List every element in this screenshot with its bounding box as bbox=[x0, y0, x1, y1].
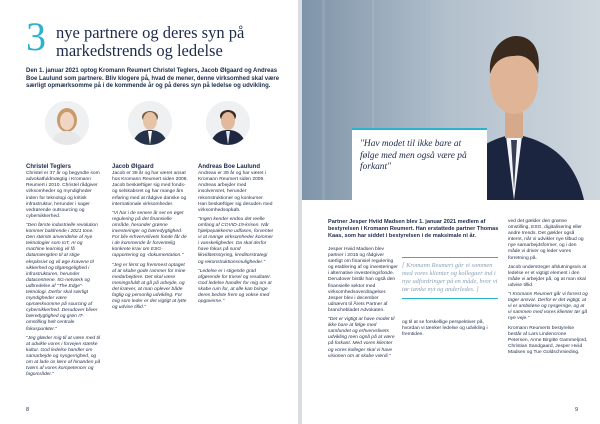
intro-text: Den 1. januar 2021 optog Kromann Reumert Christel Teglers, Jacob Ølgaard og Andreas Boe Laulund som partnere. Bliv klogere på, hvad de mener, denne virksomhed skal være særligt opmærksomme på i de kommende år og på deres syn på ledelse og udvikling. bbox=[26, 68, 280, 90]
featured-quote bbox=[352, 128, 487, 204]
body-quote: "I Kromann Reumert går vi forrest og tager ansvar. Derfor er det vigtigt, at vi er ambitiøse og nysgerrige, og at vi sammen med vores klienter tør gå nye veje." bbox=[508, 292, 588, 322]
featured-quote-text: "Hav modet til ikke bare at følge med men også være på forkant" bbox=[360, 139, 467, 172]
partner-quote: "Jeg er først og fremmest optaget af at skabe gode rammer for mine medarbejdere. Det skal være meningsfuldt at gå på arbejde, og det kræver, at man oplever både faglig og personlig udvikling. For mig som leder er det vigtigt at lytte og udvise tillid." bbox=[112, 262, 187, 311]
partner-bio: Christel er 37 år og begyndte som advokatfuldmægtig i Kromann Reumert i 2010. Christel rådgiver virksomheder og myndigheder inden for teknologi og kritisk infrastruktur, herunder i sager vedrørende outsourcing og cybersikkerhed. bbox=[26, 171, 100, 219]
partner-quote: "Vi har i de senere år set en øget regulering på det finansielle område, herunder grønne investeringer og bæredygtighed. For bliv erhvervslivets fonde får de i de kommende år forventelig konkrete krav om ESG-rapportering og -dokumentation." bbox=[112, 210, 187, 259]
pull-quote-text: [ Kromann Reumert går vi sammen med vores klienter og kollegaer ind i nye udfordringer på en måde, hvor vi tør tænke nyt og anderledes. ] bbox=[402, 262, 498, 293]
portrait-andreas-boe-laulund bbox=[206, 101, 250, 145]
body-quote: "Det er vigtigt at have modet til ikke bare at følge med samfundet og erhvervslivets udvikling men også på at være på forkant. Med vores klienter og vores kolleger skal vi have visionen om at skabe værdi." bbox=[328, 317, 395, 359]
page-title: nye partnere og deres syn på markedstrends og ledelse bbox=[56, 23, 245, 60]
partner-column-andreas bbox=[198, 164, 274, 308]
right-page bbox=[302, 0, 600, 424]
body-paragraph: Kromann Reumerts bestyrelse består af Lars Lindencrone Petersen, Anne Birgitte Gammeljord, Christian Sandgaard, Jesper Hviid Madsen og Tue Goldschmieding. bbox=[508, 325, 588, 355]
partner-quote: "Ingen kender endnu det reelle omfang af COVID-19-krisen. Når hjælpepakkerne udfases, forventer vi at mange virksomheder kommer i vanskeligheder. Da skal derfor have fokus på sund likviditetsstyring, kreditorstrategi og rekonstruktionsmuligheder." bbox=[198, 216, 274, 265]
partner-column-jacob bbox=[112, 164, 188, 314]
page-number-left: 8 bbox=[26, 407, 30, 413]
right-column-2 bbox=[402, 320, 498, 341]
portrait-christel-teglers bbox=[45, 101, 89, 145]
partner-quote: "Jeg glæder mig til at være med til at udvikle vores i forvejen stærke kultur. God ledelse handler om samarbejde og nysgerrighed, og om at lade os lære af hinanden på tværs af vores kompetencer og fagområder." bbox=[26, 335, 101, 378]
body-paragraph: ved det gælder den grønne omstilling, ESG, digitalisering eller andre trends. Det gælder også internt, når vi udvikler nye tilbud og nye samarbejdsformer, og i den måde vi driver og leder vores forretning på. bbox=[508, 219, 584, 261]
body-paragraph: Jesper Hviid Madsen blev partner i 2015 og rådgiver særligt om finansiel regulering og etablering af og investeringer i alternative investeringsfonde. Derudover bistår han også den finansielle sektor med virksomhedsoverdragelser. Jesper blev i december udnævnt til Årets Partner af branchebladet Advokaten. bbox=[328, 247, 398, 313]
pull-quote bbox=[402, 257, 498, 299]
left-page bbox=[0, 0, 298, 424]
partner-bio: Andreas er 39 år og har været i Kromann Reumert siden 2009. Andreas arbejder med insolvensret, herunder rekonstruktioner og konkurser. Han beskæftiger sig desuden med virksomhedsopkøb. bbox=[198, 171, 273, 213]
partner-name: Andreas Boe Laulund bbox=[198, 164, 261, 170]
partner-bio: Jacob er 38 år og har været ansat hos Kromann Reumert siden 2008. Jacob beskæftiger sig med fonds- og selskabsret og har mange års erfaring med at rådgive danske og internationale virksomheder. bbox=[112, 171, 188, 207]
right-intro: Partner Jesper Hviid Madsen blev 1. januar 2021 medlem af bestyrelsen i Kromann Reumert. Han erstattede partner Thomas Kaas, som har siddet i bestyrelsen i de maksimale ni år. bbox=[328, 219, 499, 239]
partner-quote: "Den første industrielle revolution kommer baldrende i 2021 tone. Den største anvendelse af nye teknologier som IoT, AI og machine learning vil få datamængden til at stige eksplosivt og vil øge kravene til sikkerhed og tilgængelighed i infrastrukturen, herunder datacentrene. 5G-netværk og udbredelse af "The Edge"-teknologi. Derfor skal særligt myndigheder være opmærksomme på sourcing af cybersikkerhed. Derudover bliver bæredygtighed og grøn IT-omstilling helt centrale fokuspunkter." bbox=[26, 222, 98, 332]
partner-name: Christel Teglers bbox=[26, 164, 71, 170]
partner-name: Jacob Ølgaard bbox=[112, 164, 154, 170]
partner-column-christel bbox=[26, 164, 102, 381]
right-column-1 bbox=[328, 247, 398, 363]
body-paragraph: Jacob understreger afslutningsvis at ledelse er et vigtigt element i den måde vi arbejder på, og at man skal udvise tillid. bbox=[508, 264, 587, 288]
body-paragraph: og til at se forskellige perspektiver på, hvordan vi tænker ledelse og udvikling i fremtiden. bbox=[402, 320, 488, 338]
page-number-right: 9 bbox=[574, 407, 578, 413]
portrait-jacob-olgaard bbox=[128, 101, 172, 145]
right-column-3 bbox=[508, 219, 588, 359]
section-number: 3 bbox=[26, 14, 46, 59]
partner-quote: "Ledelse er i stigende grad afgørende for trivsel og resultater. God ledelse handler for mig om at skabe rum for, at alle kan bringe deres bedste frem og vokse med opgaverne." bbox=[198, 268, 272, 305]
